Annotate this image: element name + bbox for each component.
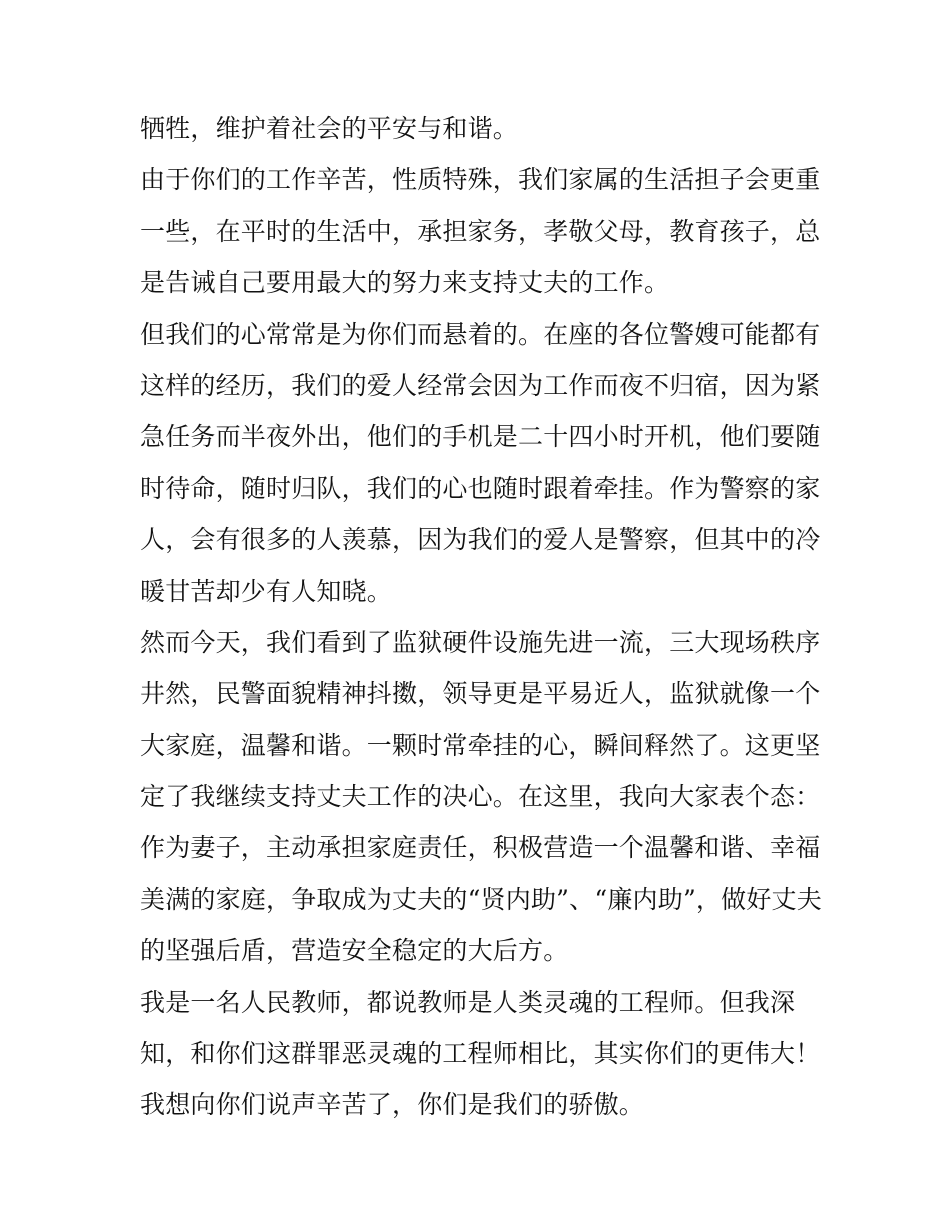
body-text xyxy=(140,108,820,1136)
text-line: 我是一名人民教师，都说教师是人类灵魂的工程师。但我深 xyxy=(140,987,796,1017)
text-line: 时待命，随时归队，我们的心也随时跟着牵挂。作为警察的家 xyxy=(140,473,821,503)
text-line: 但我们的心常常是为你们而悬着的。在座的各位警嫂可能都有 xyxy=(140,319,821,349)
text-line: 一些，在平时的生活中，承担家务，孝敬父母，教育孩子，总 xyxy=(140,216,821,246)
text-line: 急任务而半夜外出，他们的手机是二十四小时开机，他们要随 xyxy=(140,422,821,452)
text-line: 大家庭，温馨和谐。一颗时常牵挂的心，瞬间释然了。这更坚 xyxy=(140,730,821,760)
text-line: 知，和你们这群罪恶灵魂的工程师相比，其实你们的更伟大！ xyxy=(140,1039,821,1069)
text-line: 是告诫自己要用最大的努力来支持丈夫的工作。 xyxy=(140,268,670,298)
text-line: 由于你们的工作辛苦，性质特殊，我们家属的生活担子会更重 xyxy=(140,165,821,195)
text-line: 这样的经历，我们的爱人经常会因为工作而夜不归宿，因为紧 xyxy=(140,370,821,400)
text-line: 牺牲，维护着社会的平安与和谐。 xyxy=(140,114,519,143)
text-line: 美满的家庭，争取成为丈夫的“贤内助”、“廉内助”，做好丈夫 xyxy=(140,884,822,914)
text-line: 井然，民警面貌精神抖擞，领导更是平易近人，监狱就像一个 xyxy=(140,679,821,709)
text-line: 人，会有很多的人羡慕，因为我们的爱人是警察，但其中的冷 xyxy=(140,525,821,555)
text-line: 定了我继续支持丈夫工作的决心。在这里，我向大家表个态： xyxy=(140,782,821,812)
text-line: 我想向你们说声辛苦了，你们是我们的骄傲。 xyxy=(140,1090,645,1120)
text-line: 暖甘苦却少有人知晓。 xyxy=(140,576,393,606)
text-line: 作为妻子，主动承担家庭责任，积极营造一个温馨和谐、幸福 xyxy=(140,833,821,863)
text-line: 然而今天，我们看到了监狱硬件设施先进一流，三大现场秩序 xyxy=(140,627,821,657)
text-line: 的坚强后盾，营造安全稳定的大后方。 xyxy=(140,936,569,966)
